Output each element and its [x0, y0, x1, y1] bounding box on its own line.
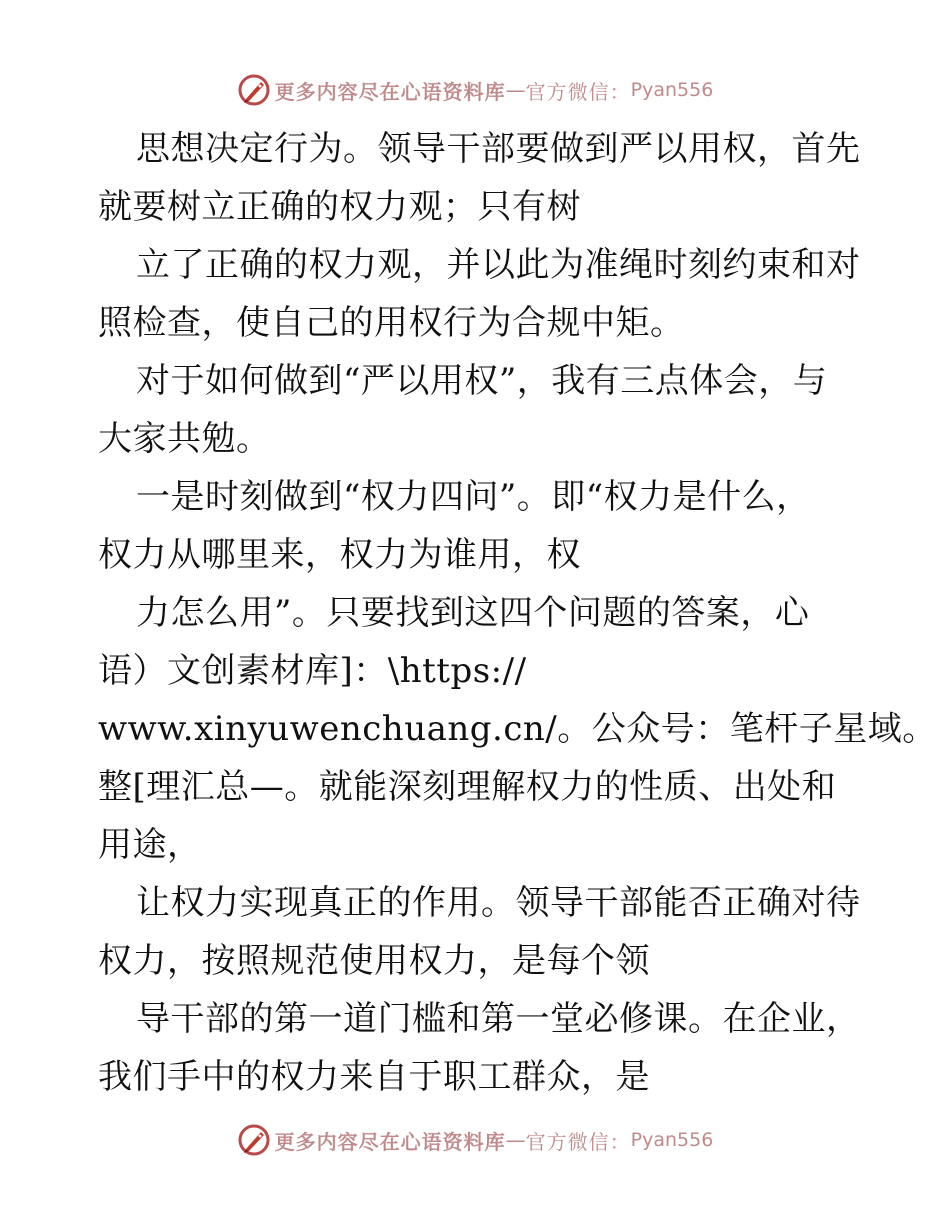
watermark-brand-text: 更多内容尽在心语资料库	[274, 1129, 506, 1154]
watermark-separator: —	[505, 78, 526, 102]
text-line: 整[理汇总—。就能深刻理解权力的性质、出处和	[98, 767, 837, 807]
watermark-wechat-id: Pyan556	[630, 79, 714, 101]
text-line: 就要树立正确的权力观；只有树	[98, 187, 581, 227]
text-line: 照检查，使自己的用权行为合规中矩。	[98, 303, 685, 343]
text-line: 一是时刻做到“权力四问”。即“权力是什么，	[136, 477, 811, 517]
text-line: 力怎么用”。只要找到这四个问题的答案，心	[136, 593, 810, 633]
footer-watermark	[0, 1120, 950, 1160]
text-line: www.xinyuwenchuang.cn/。公众号：笔杆子星域。	[98, 709, 937, 749]
watermark-wechat-id: Pyan556	[630, 1129, 714, 1151]
watermark-wechat-label: 官方微信：	[525, 79, 631, 104]
text-line: 思想决定行为。领导干部要做到严以用权，首先	[136, 129, 861, 169]
text-line: 大家共勉。	[98, 419, 271, 459]
watermark-wechat-label: 官方微信：	[525, 1129, 631, 1154]
text-line: 权力从哪里来，权力为谁用，权	[98, 535, 581, 575]
text-line: 立了正确的权力观，并以此为准绳时刻约束和对	[136, 245, 861, 285]
document-body	[98, 120, 937, 1106]
text-line: 对于如何做到“严以用权”，我有三点体会，与	[136, 361, 828, 401]
pen-nib-circle-icon	[237, 1123, 271, 1157]
text-line: 用途，	[98, 825, 202, 865]
header-watermark	[0, 70, 950, 110]
text-line: 语）文创素材库]：\https://	[98, 651, 527, 691]
text-line: 权力，按照规范使用权力，是每个领	[98, 941, 650, 981]
watermark-brand-text: 更多内容尽在心语资料库	[274, 79, 506, 104]
pen-nib-circle-icon	[237, 73, 271, 107]
text-line: 导干部的第一道门槛和第一堂必修课。在企业，	[136, 999, 861, 1039]
watermark-separator: —	[505, 1128, 526, 1152]
text-line: 让权力实现真正的作用。领导干部能否正确对待	[136, 883, 861, 923]
text-line: 我们手中的权力来自于职工群众，是	[98, 1057, 650, 1097]
